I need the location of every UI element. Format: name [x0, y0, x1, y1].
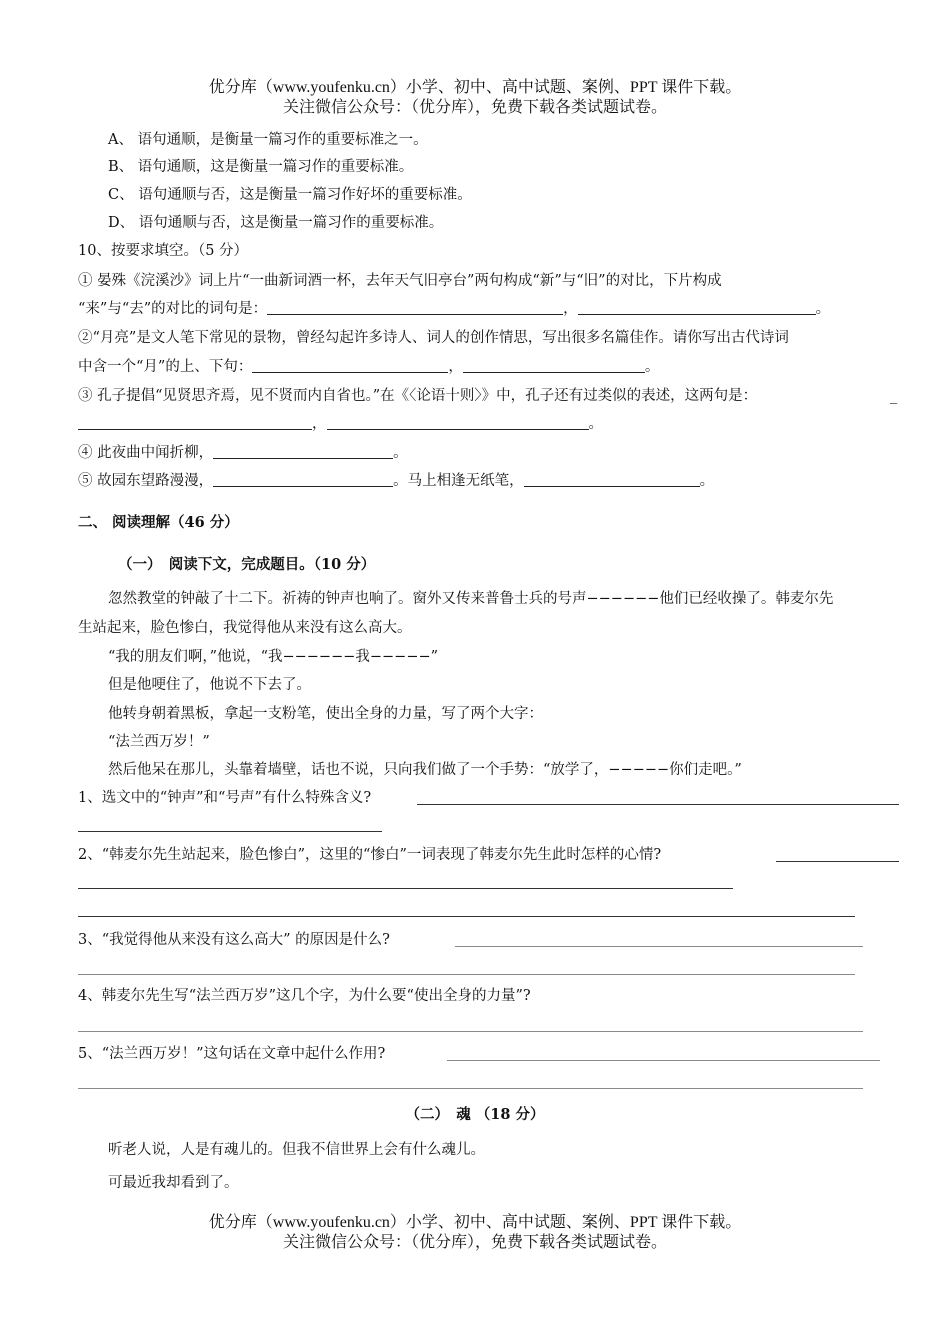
q10-item5-blank-b[interactable] — [524, 471, 700, 487]
q10-item4-prompt: ④ 此夜曲中闻折柳， — [78, 445, 214, 461]
q10-item1-prompt: “来”与“去”的对比的词句是： — [78, 301, 268, 317]
passage-line-1: 忽然教堂的钟敲了十二下。祈祷的钟声也响了。窗外又传来普鲁士兵的号声−−−−−−他们已经收操了。韩麦尔先 — [108, 591, 834, 607]
q10-item3-trail: _ — [890, 388, 898, 404]
q10-title: 10、按要求填空。（5 分） — [78, 243, 249, 259]
part1-title: （一） 阅读下文，完成题目。（10 分） — [118, 556, 376, 573]
q10-item4-period: 。 — [393, 445, 408, 461]
passage-line-6: “法兰西万岁！” — [108, 734, 210, 750]
passage-line-7: 然后他呆在那儿，头靠着墙壁，话也不说，只向我们做了一个手势：“放学了，−−−−−你们走吧。” — [108, 762, 742, 778]
q9-option-d: D、 语句通顺与否，这是衡量一篇习作的重要标准。 — [108, 215, 444, 231]
q10-item1-blank-a[interactable] — [267, 299, 563, 315]
q10-item4-blank[interactable] — [213, 443, 393, 459]
answer-line-2a[interactable] — [776, 861, 899, 862]
q10-item2-blank-a[interactable] — [252, 357, 448, 373]
header-line-1: 优分库（www.youfenku.cn）小学、初中、高中试题、案例、PPT 课件下载。 — [208, 79, 742, 96]
answer-line-1a[interactable] — [417, 804, 899, 805]
q10-item1-comma: ， — [563, 301, 578, 317]
q10-item3-comma: ， — [312, 416, 327, 432]
q10-item2-blank-b[interactable] — [463, 357, 645, 373]
q10-item2-line2 — [78, 357, 659, 377]
q10-item3-line2 — [78, 414, 603, 434]
part2-passage-line-2: 可最近我却看到了。 — [108, 1175, 239, 1191]
q10-item5-blank-a[interactable] — [213, 471, 393, 487]
q10-item5-prompt-b: 马上相逢无纸笔， — [407, 473, 524, 489]
answer-line-3a[interactable] — [455, 946, 863, 947]
part2-title: （二） 魂 （18 分） — [405, 1106, 545, 1123]
footer-line-2: 关注微信公众号：（优分库），免费下载各类试题试卷。 — [282, 1234, 667, 1251]
reading-question-1: 1、选文中的“钟声”和“号声”有什么特殊含义? — [78, 790, 372, 806]
q10-item2-prompt: 中含一个“月”的上、下句： — [78, 359, 253, 375]
q10-item4 — [78, 443, 408, 463]
q10-item5 — [78, 471, 714, 491]
q10-item3-blank-a[interactable] — [78, 414, 312, 430]
passage-line-4: 但是他哽住了，他说不下去了。 — [108, 677, 311, 693]
q9-option-b: B、 语句通顺，这是衡量一篇习作的重要标准。 — [108, 159, 414, 175]
answer-line-5b[interactable] — [78, 1088, 863, 1089]
q10-item2-comma: ， — [448, 359, 463, 375]
q10-item2-period: 。 — [644, 359, 660, 375]
reading-question-2: 2、“韩麦尔先生站起来，脸色惨白”，这里的“惨白”一词表现了韩麦尔先生此时怎样的心情? — [78, 847, 662, 863]
header-line-2: 关注微信公众号：（优分库），免费下载各类试题试卷。 — [282, 99, 667, 116]
q10-item5-period-a: 。 — [393, 473, 408, 489]
q10-item3-prompt: ③ 孔子提倡“见贤思齐焉，见不贤而内自省也。”在《〈论语十则〉》中，孔子还有过类似的表述，这两句是： — [78, 388, 758, 404]
footer-line-1: 优分库（www.youfenku.cn）小学、初中、高中试题、案例、PPT 课件下载。 — [208, 1214, 742, 1231]
answer-line-3b[interactable] — [78, 974, 855, 975]
passage-line-5: 他转身朝着黑板，拿起一支粉笔，使出全身的力量，写了两个大字： — [108, 706, 543, 722]
answer-line-4[interactable] — [78, 1031, 863, 1032]
section2-title: 二、 阅读理解（46 分） — [78, 514, 239, 531]
q10-item5-period-b: 。 — [699, 473, 715, 489]
q10-item1-blank-b[interactable] — [578, 299, 816, 315]
q10-item2-line1: ②“月亮”是文人笔下常见的景物，曾经勾起许多诗人、词人的创作情思，写出很多名篇佳作。请你写出古代诗词 — [78, 330, 789, 346]
answer-line-1b[interactable] — [78, 831, 382, 832]
q9-option-c: C、 语句通顺与否，这是衡量一篇习作好坏的重要标准。 — [108, 187, 472, 203]
answer-line-2c[interactable] — [78, 916, 855, 917]
q10-item3-blank-b[interactable] — [327, 414, 589, 430]
answer-line-5a[interactable] — [447, 1060, 880, 1061]
reading-question-5: 5、“法兰西万岁！”这句话在文章中起什么作用? — [78, 1046, 386, 1062]
answer-line-2b[interactable] — [78, 888, 733, 889]
q10-item5-prompt-a: ⑤ 故园东望路漫漫， — [78, 473, 214, 489]
q9-option-a: A、 语句通顺，是衡量一篇习作的重要标准之一。 — [108, 132, 428, 148]
q10-item1-line1: ① 晏殊《浣溪沙》词上片“一曲新词酒一杯，去年天气旧亭台”两句构成“新”与“旧”的对比，下片构成 — [78, 273, 722, 289]
q10-item3-line1 — [78, 386, 757, 406]
q10-item3-period: 。 — [588, 416, 603, 432]
part2-passage-line-1: 听老人说，人是有魂儿的。但我不信世界上会有什么魂儿。 — [108, 1142, 485, 1158]
passage-line-2: 生站起来，脸色惨白，我觉得他从来没有这么高大。 — [78, 620, 412, 636]
passage-line-3: “我的朋友们啊，”他说，“我−−−−−−我−−−−−” — [108, 649, 439, 665]
reading-question-3: 3、“我觉得他从来没有这么高大” 的原因是什么? — [78, 932, 390, 948]
q10-item1-line2 — [78, 299, 830, 319]
q10-item1-period: 。 — [815, 301, 831, 317]
reading-question-4: 4、韩麦尔先生写“法兰西万岁”这几个字，为什么要“使出全身的力量”? — [78, 988, 531, 1004]
